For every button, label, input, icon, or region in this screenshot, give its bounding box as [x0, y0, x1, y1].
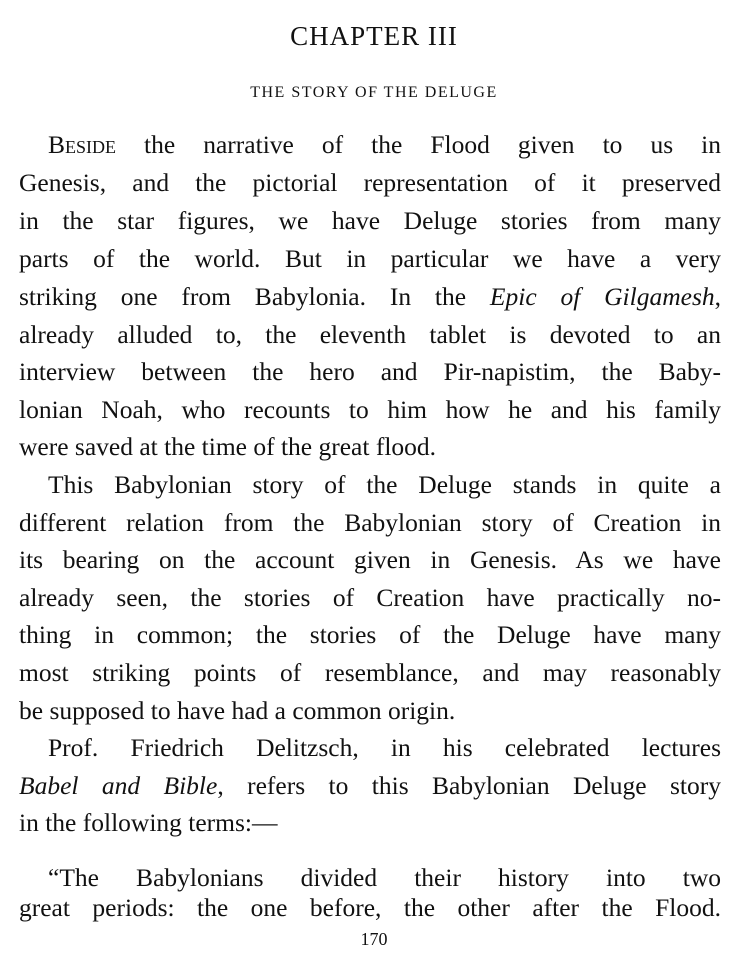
text-line [19, 432, 721, 462]
chapter-subtitle: THE STORY OF THE DELUGE [250, 84, 498, 101]
text-span: This Babylonian story of the Deluge stands in quite a [48, 470, 721, 499]
text-line [19, 583, 721, 613]
text-line [19, 545, 721, 575]
text-span: the narrative of the Flood given to us in [116, 130, 721, 159]
book-title-italic: Babel and Bible [19, 771, 218, 800]
text-span: striking one from Babylonia. In the [19, 282, 490, 311]
text-span: already seen, the stories of Creation have practically no- [19, 583, 721, 612]
text-span: were saved at the time of the great flood. [19, 432, 437, 461]
text-span: great periods: the one before, the other after the Flood. [19, 893, 721, 922]
text-line [19, 658, 721, 688]
quote-line [48, 863, 721, 893]
text-line [19, 206, 721, 236]
text-line [19, 168, 721, 198]
text-span: , refers to this Babylonian Deluge story [217, 771, 721, 800]
text-line [19, 395, 721, 425]
text-line [48, 733, 721, 763]
text-span: lonian Noah, who recounts to him how he and his family [19, 395, 721, 424]
text-span: most striking points of resemblance, and may reasonably [19, 658, 721, 687]
text-span: be supposed to have had a common origin. [19, 696, 456, 725]
quote-line [19, 893, 721, 923]
text-span: in the star figures, we have Deluge stories from many [19, 206, 721, 235]
text-line [19, 808, 721, 838]
text-line [19, 508, 721, 538]
text-line [19, 320, 721, 350]
text-span: in the following terms:— [19, 808, 278, 837]
text-line [48, 130, 721, 160]
text-span: “The Babylonians divided their history into two [48, 863, 721, 892]
text-line [48, 470, 721, 500]
text-line [19, 620, 721, 650]
text-span: Genesis, and the pictorial representation of it preserved [19, 168, 721, 197]
text-span: its bearing on the account given in Genesis. As we have [19, 545, 721, 574]
text-span: interview between the hero and Pir-napistim, the Baby- [19, 357, 721, 386]
text-span: , [714, 282, 722, 311]
text-line [19, 771, 721, 801]
text-line [19, 357, 721, 387]
book-title-italic: Epic of Gilgamesh [489, 282, 715, 311]
text-span: Prof. Friedrich Delitzsch, in his celebrated lectures [48, 733, 721, 762]
chapter-heading: CHAPTER III [290, 21, 458, 51]
text-span: thing in common; the stories of the Deluge have many [19, 620, 721, 649]
text-span: Beside [48, 130, 117, 159]
text-span: parts of the world. But in particular we have a very [19, 244, 721, 273]
text-span: different relation from the Babylonian story of Creation in [19, 508, 721, 537]
page-number: 170 [360, 929, 388, 949]
text-span: already alluded to, the eleventh tablet is devoted to an [19, 320, 721, 349]
text-line [19, 696, 721, 726]
text-line [19, 244, 721, 274]
text-line [19, 282, 721, 312]
